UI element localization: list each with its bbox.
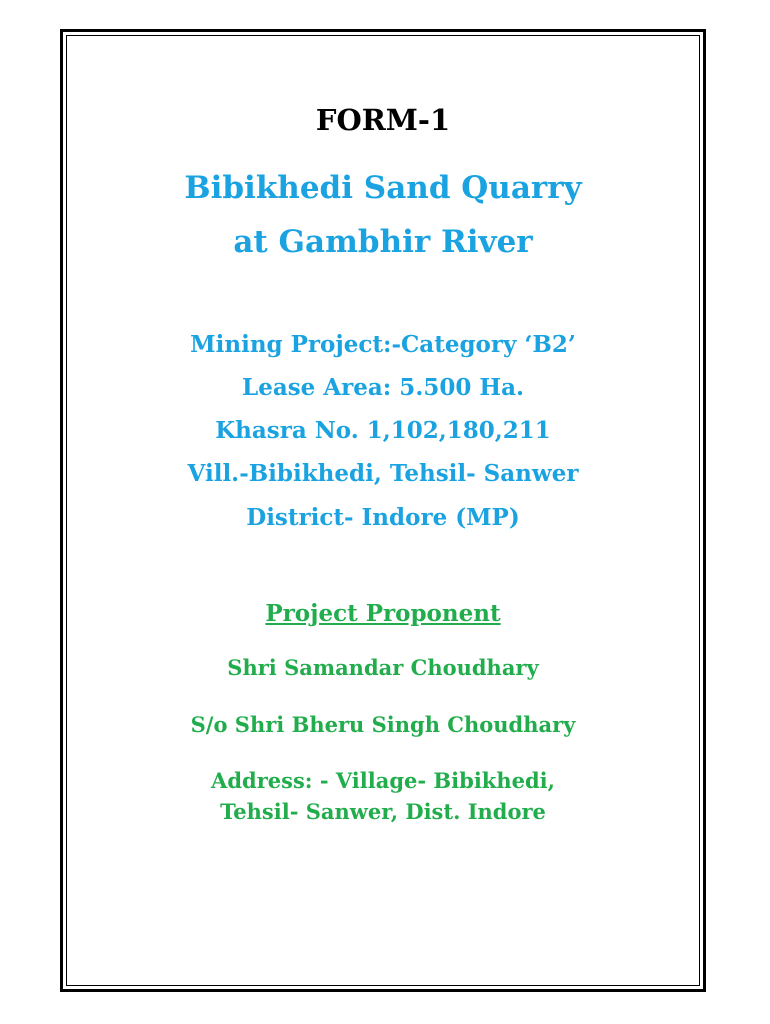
mining-category: Mining Project:-Category ‘B2’ — [190, 331, 576, 358]
address-line-1: Address: - Village- Bibikhedi, — [211, 768, 555, 793]
proponent-relation: S/o Shri Bheru Singh Choudhary — [190, 712, 576, 737]
address-line-2: Tehsil- Sanwer, Dist. Indore — [220, 799, 546, 824]
form-title: FORM-1 — [315, 103, 451, 137]
project-name-line-2: at Gambhir River — [233, 224, 533, 260]
village-tehsil: Vill.-Bibikhedi, Tehsil- Sanwer — [187, 460, 579, 487]
project-proponent-heading: Project Proponent — [265, 600, 501, 627]
district: District- Indore (MP) — [246, 504, 520, 531]
proponent-name: Shri Samandar Choudhary — [227, 655, 539, 680]
lease-area: Lease Area: 5.500 Ha. — [242, 374, 524, 401]
khasra-number: Khasra No. 1,102,180,211 — [215, 417, 551, 444]
project-name-line-1: Bibikhedi Sand Quarry — [184, 170, 582, 206]
